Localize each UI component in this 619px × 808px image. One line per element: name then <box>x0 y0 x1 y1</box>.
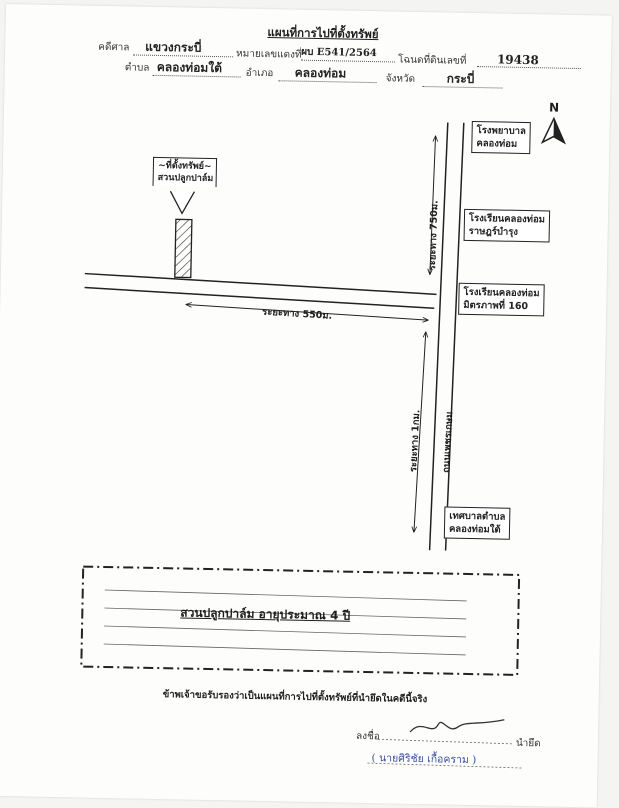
signature-line <box>378 739 512 744</box>
school2-place: มิตรภาพที่ 160 <box>463 299 529 313</box>
page-title: แผนที่การไปที่ตั้งทรัพย์ <box>267 25 379 42</box>
vertical-road-left-edge <box>430 122 448 550</box>
note-text: สวนปลูกปาล์ม อายุประมาณ 4 ปี <box>180 605 351 623</box>
landmark-municipality <box>444 507 511 540</box>
school2-name: โรงเรียนคลองท่อม <box>463 286 540 300</box>
property-parcel <box>175 219 192 277</box>
property-callout <box>153 157 218 187</box>
signature-mark <box>410 718 504 734</box>
property-label-line1: ~ที่ตั้งทรัพย์~ <box>158 160 212 172</box>
certification-statement: ข้าพเจ้าขอรับรองว่าเป็นแผนที่การไปที่ตั้งทรัพย์ที่นำยึดในคดีนี้จริง <box>162 689 428 706</box>
subdistrict-value: คลองท่อมใต้ <box>156 59 223 76</box>
signer-name: ( นายศิริชัย เกื้อคราม ) <box>371 752 477 767</box>
role-label: นำยึด <box>515 737 541 750</box>
case-label: หมายเลขแดงที่ <box>235 48 302 61</box>
deed-label: โฉนดที่ดินเลขที่ <box>397 54 467 67</box>
document-sheet <box>0 4 612 807</box>
north-label: N <box>548 100 560 115</box>
municipality-place: คลองท่อมใต้ <box>448 523 501 536</box>
hospital-name: โรงพยาบาล <box>476 125 526 138</box>
subdistrict-label: ตำบล <box>124 62 150 74</box>
distance-1km-label: ระยะทาง 1กม. <box>408 409 423 473</box>
vertical-road-right-edge <box>446 123 464 551</box>
note-line-1 <box>105 590 467 601</box>
landmark-school-mittraphap <box>458 283 545 317</box>
sign-label: ลงชื่อ <box>355 730 380 743</box>
court-value: แขวงกระบี่ <box>145 39 202 55</box>
district-label: อำเภอ <box>245 67 274 80</box>
note-line-3 <box>104 626 466 637</box>
deed-value: 19438 <box>496 52 539 68</box>
distance-750-label: ระยะทาง 750ม. <box>426 200 441 271</box>
property-callout-pointer <box>170 191 194 213</box>
landmark-school-ratbamrung <box>464 209 551 243</box>
district-value: คลองท่อม <box>294 65 347 81</box>
school1-name: โรงเรียนคลองท่อม <box>468 212 546 226</box>
court-label: คดีศาล <box>98 41 130 54</box>
case-value: ผบ E541/2564 <box>301 46 377 60</box>
road-name-label: ถนนเพชรเกษม <box>441 411 456 474</box>
municipality-name: เทศบาลตำบล <box>449 510 506 523</box>
distance-550-label: ระยะทาง 550ม. <box>261 306 333 322</box>
school1-place: ราษฎร์บำรุง <box>468 225 519 238</box>
note-line-4 <box>104 644 466 655</box>
landmark-hospital <box>471 121 531 154</box>
property-label-line2: สวนปลูกปาล์ม <box>157 172 214 185</box>
province-label: จังหวัด <box>385 73 416 85</box>
province-value: กระบี่ <box>446 71 475 87</box>
hospital-place: คลองท่อม <box>476 138 518 150</box>
